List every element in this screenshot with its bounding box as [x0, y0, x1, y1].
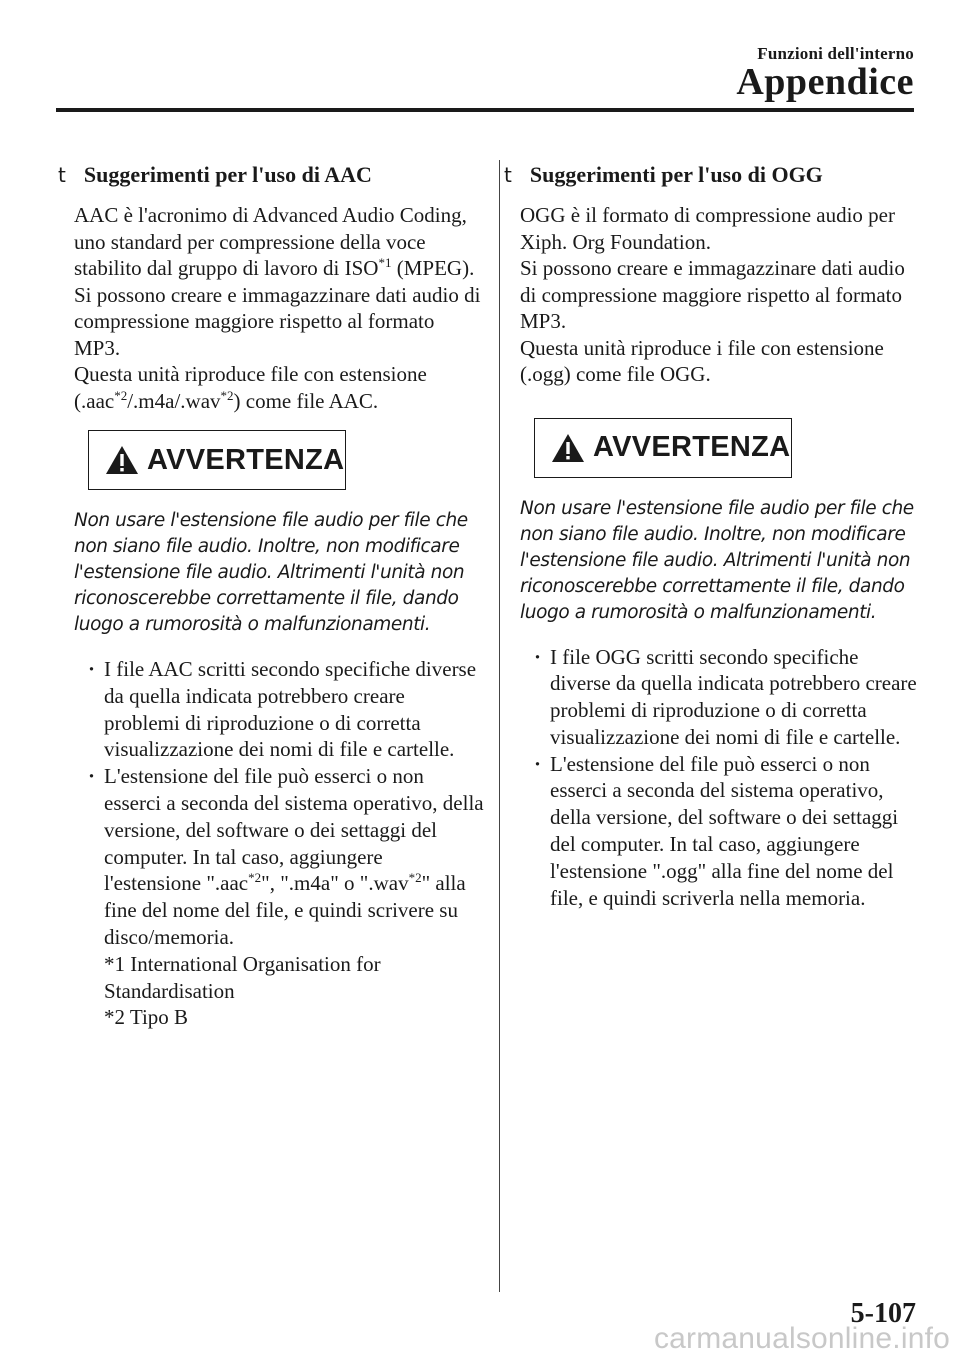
list-item: · L'estensione del file può esserci o non esserci a seconda del sistema operativo, della versione, del software o dei settaggi del computer. In tal caso, aggiungere l'estensione ".ogg" alla fine del nome del file, e quindi scriverla nella memoria. [550, 751, 920, 912]
warning-label: AVVERTENZA [593, 431, 791, 463]
aac-bullet2-text-b: ", ".m4a" o ".wav [261, 871, 409, 896]
aac-bullet-list [74, 656, 484, 951]
list-item: · I file AAC scritti secondo specifiche diverse da quella indicata potrebbero creare problemi di riproduzione o di corretta visualizzazione dei nomi di file e cartelle. [104, 656, 484, 763]
ogg-warning-text: Non usare l'estensione file audio per file che non siano file audio. Inoltre, non modificare l'estensione file audio. Altrimenti l'unità non riconoscerebbe correttamente il file, dando luogo a rumorosità o malfunzionamenti. [520, 497, 914, 623]
footnote-ref: *2 [220, 387, 234, 403]
footnote-ref: *2 [114, 387, 128, 403]
aac-footnotes [74, 951, 484, 1031]
footnote-2: *2 Tipo B [104, 1005, 189, 1030]
aac-bullet2-text-a: L'estensione del file può esserci o non esserci a seconda del sistema operativo, della versione, del software o dei settaggi del computer. In tal caso, aggiungere l'estensione ".aac [104, 764, 484, 896]
ogg-section-title [504, 160, 920, 190]
warning-triangle-icon [105, 445, 139, 475]
ogg-body [520, 202, 920, 388]
footnote-ref: *2 [408, 870, 422, 886]
aac-p2-text-a: Questa unità riproduce file con estensione (.aac [74, 362, 427, 413]
aac-warning-box [88, 430, 346, 490]
list-item [104, 763, 484, 951]
aac-warning-text: Non usare l'estensione file audio per file che non siano file audio. Inoltre, non modificare l'estensione file audio. Altrimenti l'unità non riconoscerebbe correttamente il file, dando luogo a rumorosità o malfunzionamenti. [74, 510, 468, 635]
aac-p2-text-b: /.m4a/.wav [127, 388, 221, 413]
section-marker: t [58, 163, 66, 187]
aac-bullet2-text-c: " alla fine del nome del file, e quindi scrivere su disco/memoria. [104, 871, 466, 949]
section-marker: t [504, 163, 512, 187]
page-number: 5-107 [850, 1298, 916, 1329]
ogg-paragraph-3: Questa unità riproduce i file con estensione (.ogg) come file OGG. [520, 335, 884, 386]
ogg-title-text: Suggerimenti per l'uso di OGG [529, 162, 823, 187]
footnote-1: *1 International Organisation for Standardisation [104, 951, 381, 1003]
ogg-paragraph-2: Si possono creare e immagazzinare dati audio di compressione maggiore rispetto al formato MP3. [520, 256, 905, 333]
aac-section-title [58, 160, 484, 190]
warning-label: AVVERTENZA [147, 443, 345, 476]
column-divider [499, 160, 500, 1292]
aac-section [58, 160, 484, 1031]
footnote-ref: *2 [248, 870, 262, 886]
aac-paragraph-2 [74, 361, 484, 414]
header-chapter-title: Appendice [736, 61, 914, 103]
aac-p1-text-b: (MPEG). Si possono creare e immagazzinare dati audio di compressione maggiore rispetto al formato MP3. [74, 256, 481, 360]
footnote-ref: *1 [378, 255, 392, 270]
watermark-url: carmanualsonline.info [653, 1322, 950, 1355]
aac-title-text: Suggerimenti per l'uso di AAC [83, 162, 372, 187]
ogg-warning-box [534, 418, 792, 478]
header-rule [56, 108, 914, 112]
ogg-paragraph-1: OGG è il formato di compressione audio per Xiph. Org Foundation. [520, 203, 895, 254]
header-section: Funzioni dell'interno [757, 44, 914, 63]
ogg-bullet-list [520, 644, 920, 912]
aac-p1-text-a: AAC è l'acronimo di Advanced Audio Coding, uno standard per compressione della voce stabilito dal gruppo di lavoro di ISO [74, 203, 467, 280]
list-item: · I file OGG scritti secondo specifiche diverse da quella indicata potrebbero creare problemi di riproduzione o di corretta visualizzazione dei nomi di file e cartelle. [550, 644, 920, 751]
ogg-section [504, 160, 920, 911]
warning-triangle-icon [551, 433, 585, 463]
aac-paragraph-1 [74, 202, 484, 361]
aac-p2-text-c: ) come file AAC. [233, 388, 379, 413]
aac-body [74, 202, 484, 414]
